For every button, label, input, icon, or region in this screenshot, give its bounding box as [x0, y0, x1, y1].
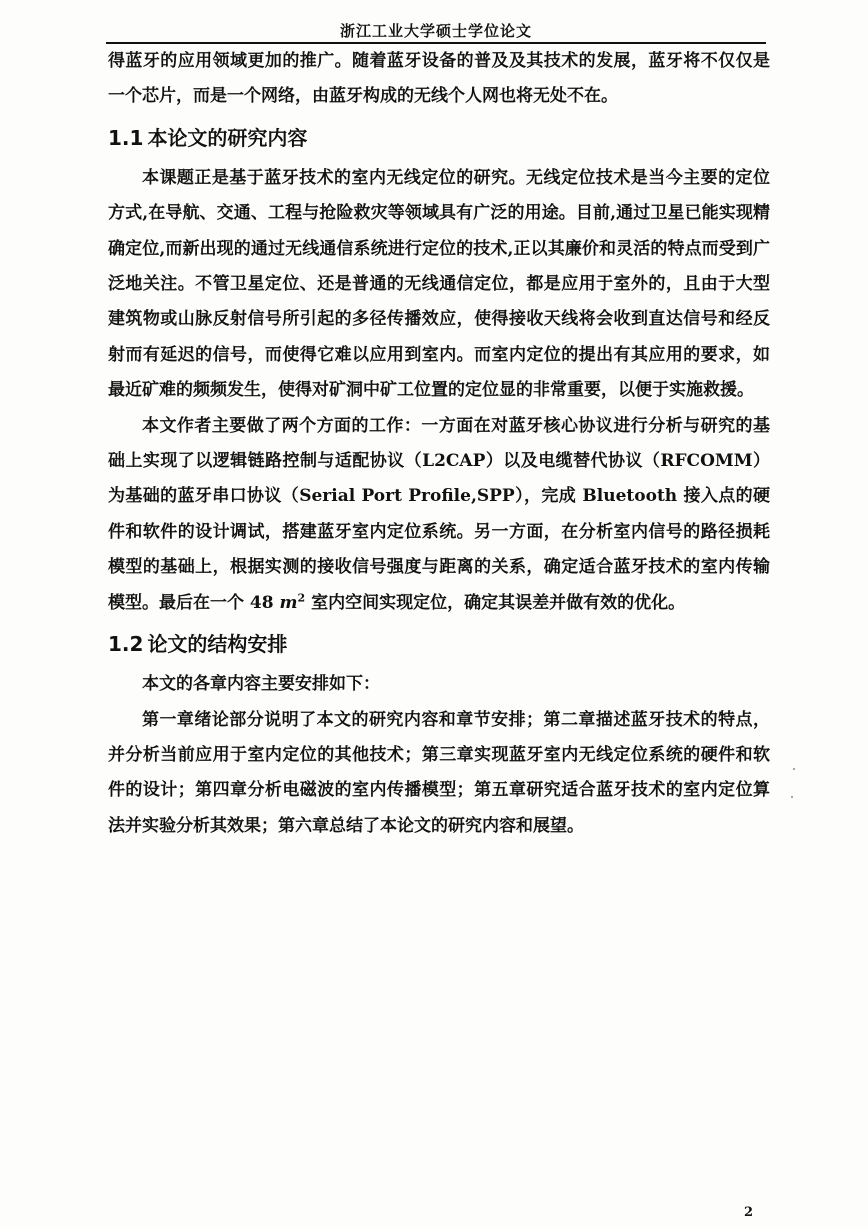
paragraph-text: 室内空间实现定位，确定其误差并做有效的优化。: [311, 592, 686, 613]
section-title: 本论文的研究内容: [147, 125, 308, 150]
section-number: 1.1: [108, 125, 144, 150]
paragraph-continuation: 得蓝牙的应用领域更加的推广。随着蓝牙设备的普及及其技术的发展，蓝牙将不仅仅是一个芯片，而是一个网络，由蓝牙构成的无线个人网也将无处不在。: [108, 51, 770, 107]
area-value: 48: [249, 592, 274, 613]
area-exponent: 2: [297, 591, 306, 605]
paragraph-research-topic: 本课题正是基于蓝牙技术的室内无线定位的研究。无线定位技术是当今主要的定位方式,在导航、交通、工程与抢险救灾等领域具有广泛的用途。目前,通过卫星已能实现精确定位,而新出现的通过无线通信系统进行定位的技术,正以其廉价和灵活的特点而受到广泛地关注。不管卫星定位、还是普通的无线通信定位，都是应用于室外的，且由于大型建筑物或山脉反射信号所引起的多径传播效应，使得接收天线将会收到直达信号和经反射而有延迟的信号，而使得它难以应用到室内。而室内定位的提出有其应用的要求，如最近矿难的频频发生，使得对矿洞中矿工位置的定位显的非常重要，以便于实施救援。: [108, 167, 770, 401]
scan-speck: [791, 796, 793, 798]
paragraph-text: 本文作者主要做了两个方面的工作：一方面在对蓝牙核心协议进行分析与研究的基础上实现了以逻辑链路控制与适配协议（L2CAP）以及电缆替代协议（RFCOMM）为基础的蓝牙串口协议（Serial Port Profile,SPP），完成 Bluetooth 接入点的硬件和软件的设计调试，搭建蓝牙室内定位系统。另一方面，在分析室内信号的路径损耗模型的基础上，根据实测的接收信号强度与距离的关系，确定适合蓝牙技术的室内传输模型。最后在一个: [108, 415, 770, 613]
section-heading-1-1: [108, 115, 770, 161]
page-number: 2: [744, 1205, 754, 1220]
running-header: 浙江工业大学硕士学位论文: [339, 22, 532, 40]
paragraph-structure-intro: 本文的各章内容主要安排如下：: [142, 674, 380, 695]
section-title: 论文的结构安排: [147, 632, 288, 657]
area-unit: m: [279, 592, 298, 613]
section-heading-1-2: [108, 621, 770, 667]
paragraph-chapter-summary: 第一章绪论部分说明了本文的研究内容和章节安排；第二章描述蓝牙技术的特点，并分析当前应用于室内定位的其他技术；第三章实现蓝牙室内无线定位系统的硬件和软件的设计；第四章分析电磁波的室内传播模型；第五章研究适合蓝牙技术的室内定位算法并实验分析其效果；第六章总结了本论文的研究内容和展望。: [108, 709, 770, 836]
paragraph-author-work: [108, 409, 770, 621]
page-body: [108, 44, 770, 844]
scan-speck: [793, 768, 795, 770]
section-number: 1.2: [108, 632, 144, 657]
